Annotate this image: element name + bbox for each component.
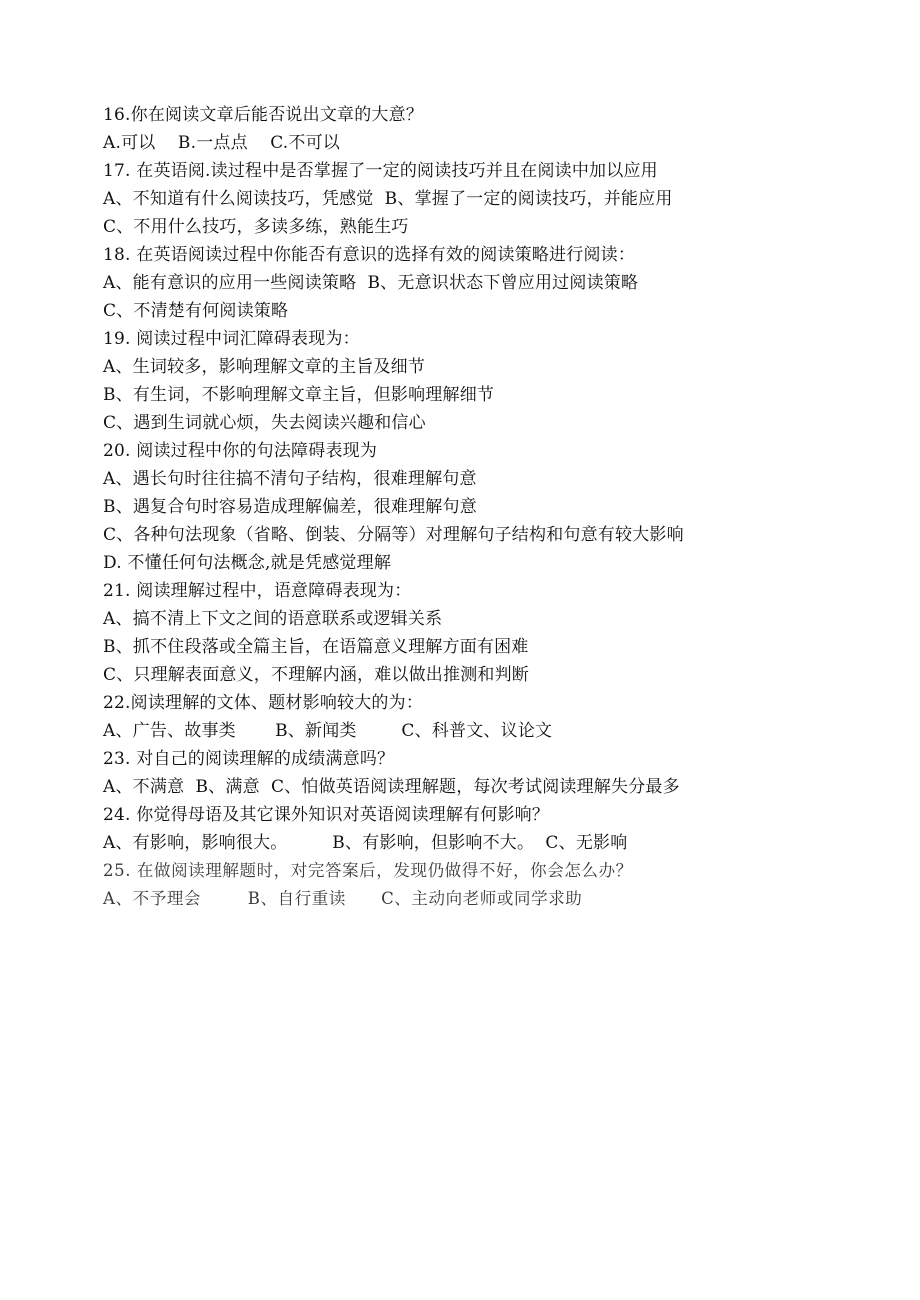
question-18-option-c: C、不清楚有何阅读策略 <box>103 301 289 321</box>
question-19-option-c: C、遇到生词就心烦，失去阅读兴趣和信心 <box>103 413 426 433</box>
question-25-options: A、不予理会 B、自行重读 C、主动向老师或同学求助 <box>103 889 583 908</box>
question-18: 18. 在英语阅读过程中你能否有意识的选择有效的阅读策略进行阅读： <box>103 245 636 265</box>
question-16: 16.你在阅读文章后能否说出文章的大意？ <box>103 105 424 125</box>
question-21-option-a: A、搞不清上下文之间的语意联系或逻辑关系 <box>103 609 443 629</box>
question-20-option-c: C、各种句法现象（省略、倒装、分隔等）对理解句子结构和句意有较大影响 <box>103 525 684 545</box>
question-20-option-a: A、遇长句时往往搞不清句子结构，很难理解句意 <box>103 469 477 489</box>
question-20-option-b: B、遇复合句时容易造成理解偏差，很难理解句意 <box>103 497 477 517</box>
question-22-options: A、广告、故事类 B、新闻类 C、科普文、议论文 <box>103 721 553 741</box>
question-23: 23. 对自己的阅读理解的成绩满意吗？ <box>103 749 395 769</box>
questionnaire-body <box>103 101 883 913</box>
question-19-option-b: B、有生词，不影响理解文章主旨，但影响理解细节 <box>103 385 495 405</box>
question-17-options-ab: A、不知道有什么阅读技巧，凭感觉 B、掌握了一定的阅读技巧，并能应用 <box>103 189 673 209</box>
question-21-option-b: B、抓不住段落或全篇主旨，在语篇意义理解方面有困难 <box>103 637 529 657</box>
question-21-option-c: C、只理解表面意义，不理解内涵，难以做出推测和判断 <box>103 665 530 685</box>
question-18-options-ab: A、能有意识的应用一些阅读策略 B、无意识状态下曾应用过阅读策略 <box>103 273 639 293</box>
question-17: 17. 在英语阅.读过程中是否掌握了一定的阅读技巧并且在阅读中加以应用 <box>103 161 658 181</box>
question-23-options: A、不满意 B、满意 C、怕做英语阅读理解题，每次考试阅读理解失分最多 <box>103 777 680 797</box>
question-16-options: A.可以 B.一点点 C.不可以 <box>103 133 341 153</box>
question-17-option-c: C、不用什么技巧，多读多练，熟能生巧 <box>103 217 409 237</box>
question-19: 19. 阅读过程中词汇障碍表现为： <box>103 329 360 349</box>
question-25: 25. 在做阅读理解题时，对完答案后，发现仍做得不好，你会怎么办？ <box>103 861 633 880</box>
question-19-option-a: A、生词较多，影响理解文章的主旨及细节 <box>103 357 426 377</box>
question-20-option-d: D. 不懂任何句法概念,就是凭感觉理解 <box>103 553 392 573</box>
question-22: 22.阅读理解的文体、题材影响较大的为： <box>103 693 424 713</box>
question-21: 21. 阅读理解过程中，语意障碍表现为： <box>103 581 412 601</box>
question-20: 20. 阅读过程中你的句法障碍表现为 <box>103 441 378 461</box>
question-24: 24. 你觉得母语及其它课外知识对英语阅读理解有何影响？ <box>103 805 550 825</box>
question-24-options: A、有影响，影响很大。 B、有影响，但影响不大。 C、无影响 <box>103 833 628 853</box>
